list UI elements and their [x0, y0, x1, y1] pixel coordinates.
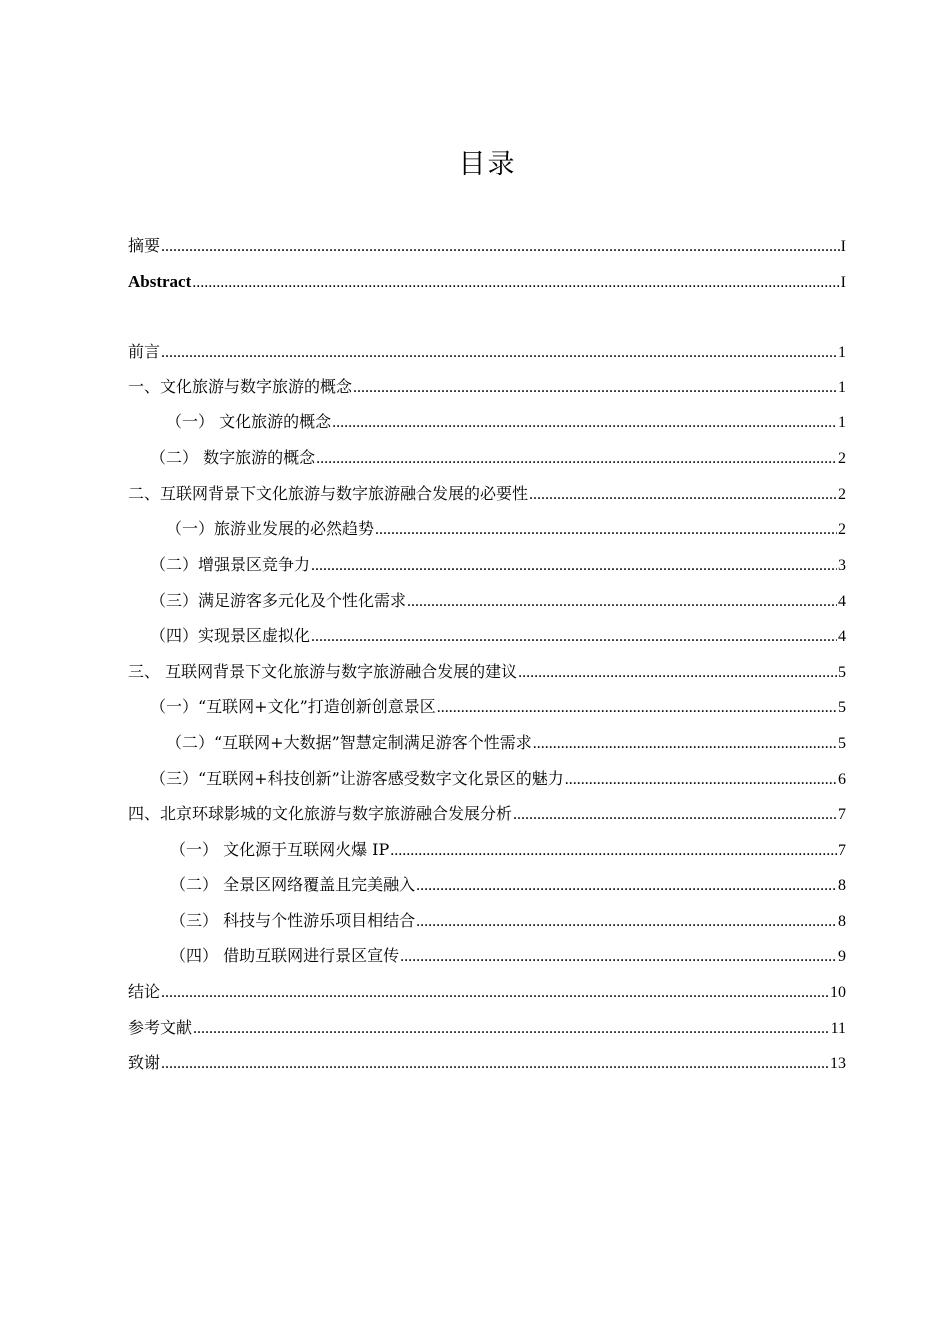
toc-leader: [193, 1017, 830, 1041]
toc-leader: [416, 910, 837, 934]
toc-entry-4-1[interactable]: [170, 838, 846, 862]
toc-page-number: 6: [838, 771, 846, 788]
toc-leader: [513, 803, 837, 827]
toc-leader: [529, 483, 837, 507]
toc-label: （一） 文化源于互联网火爆 IP: [170, 840, 390, 859]
toc-label: （二） 数字旅游的概念: [150, 448, 316, 467]
toc-entry-acknowledgements[interactable]: [128, 1051, 846, 1075]
toc-entry-abstract-cn[interactable]: [128, 234, 846, 258]
toc-entry-abstract-en[interactable]: [128, 270, 846, 294]
toc-label: 四、北京环球影城的文化旅游与数字旅游融合发展分析: [128, 804, 513, 823]
toc-entry-chapter-1[interactable]: [128, 375, 846, 399]
toc-leader: [332, 411, 837, 435]
toc-page-number: 8: [838, 877, 846, 894]
toc-entry-2-3[interactable]: [150, 589, 846, 613]
toc-entry-conclusion[interactable]: [128, 980, 846, 1004]
toc-entry-3-3[interactable]: [150, 767, 846, 791]
toc-entry-3-1[interactable]: [150, 695, 846, 719]
toc-leader: [375, 518, 837, 542]
toc-page-number: 11: [830, 1020, 846, 1037]
toc-leader: [400, 945, 837, 969]
toc-label: （二）“互联网+大数据”智慧定制满足游客个性需求: [166, 733, 532, 752]
toc-leader: [407, 590, 837, 614]
toc-entry-1-1[interactable]: [166, 410, 846, 434]
toc-entry-chapter-2[interactable]: [128, 482, 846, 506]
toc-page-number: I: [840, 274, 846, 291]
toc-label: （一） 文化旅游的概念: [166, 412, 332, 431]
toc-page-number: 7: [838, 842, 846, 859]
toc-label: Abstract: [128, 272, 192, 291]
toc-label: 三、 互联网背景下文化旅游与数字旅游融合发展的建议: [128, 662, 518, 681]
toc-entry-2-2[interactable]: [150, 553, 846, 577]
toc-entry-chapter-3[interactable]: [128, 660, 846, 684]
toc-leader: [161, 341, 837, 365]
toc-leader: [311, 554, 837, 578]
toc-leader: [161, 235, 840, 259]
toc-page-number: 1: [838, 344, 846, 361]
toc-page-number: 13: [830, 1055, 846, 1072]
toc-page-number: 7: [838, 806, 846, 823]
toc-label: 结论: [128, 982, 161, 1001]
toc-label: 致谢: [128, 1053, 161, 1072]
toc-entry-4-2[interactable]: [170, 873, 846, 897]
toc-entry-4-4[interactable]: [170, 944, 846, 968]
toc-label: 二、互联网背景下文化旅游与数字旅游融合发展的必要性: [128, 484, 529, 503]
toc-page-number: I: [840, 238, 846, 255]
toc-page-number: 5: [838, 699, 846, 716]
toc-page-number: 4: [838, 593, 846, 610]
toc-entry-references[interactable]: [128, 1016, 846, 1040]
toc-leader: [416, 874, 837, 898]
toc-entry-3-2[interactable]: [166, 731, 846, 755]
toc-leader: [533, 732, 837, 756]
toc-leader: [437, 696, 837, 720]
toc-label: （三）满足游客多元化及个性化需求: [150, 591, 407, 610]
toc-page-number: 5: [838, 735, 846, 752]
toc-page-number: 1: [838, 414, 846, 431]
toc-entry-1-2[interactable]: [150, 446, 846, 470]
toc-leader: [161, 981, 829, 1005]
toc-page-number: 2: [838, 521, 846, 538]
toc-leader: [518, 661, 837, 685]
toc-label: 一、文化旅游与数字旅游的概念: [128, 377, 353, 396]
toc-label: （一）旅游业发展的必然趋势: [166, 519, 375, 538]
toc-leader: [192, 271, 839, 295]
toc-page-number: 9: [838, 948, 846, 965]
toc-page-number: 5: [838, 664, 846, 681]
toc-leader: [161, 1052, 829, 1076]
toc-leader: [565, 768, 837, 792]
toc-label: （三） 科技与个性游乐项目相结合: [170, 911, 416, 930]
toc-label: 参考文献: [128, 1018, 193, 1037]
toc-page-number: 3: [838, 557, 846, 574]
toc-leader: [311, 625, 837, 649]
toc-page-number: 8: [838, 913, 846, 930]
toc-leader: [353, 376, 837, 400]
toc-entry-4-3[interactable]: [170, 909, 846, 933]
toc-label: 前言: [128, 342, 161, 361]
toc-label: （三）“互联网+科技创新”让游客感受数字文化景区的魅力: [150, 769, 564, 788]
toc-page-number: 2: [838, 450, 846, 467]
toc-page-number: 10: [830, 984, 846, 1001]
toc-entry-2-1[interactable]: [166, 517, 846, 541]
toc-page-number: 1: [838, 379, 846, 396]
toc-label: （四） 借助互联网进行景区宣传: [170, 946, 400, 965]
toc-label: （二）增强景区竞争力: [150, 555, 311, 574]
toc-leader: [316, 447, 837, 471]
toc-entry-preface[interactable]: [128, 340, 846, 364]
toc-label: 摘要: [128, 236, 161, 255]
toc-entry-chapter-4[interactable]: [128, 802, 846, 826]
page-title: 目录: [458, 149, 517, 180]
toc-label: （一）“互联网+文化”打造创新创意景区: [150, 697, 436, 716]
toc-label: （四）实现景区虚拟化: [150, 626, 311, 645]
toc-page-number: 4: [838, 628, 846, 645]
toc-leader: [390, 839, 837, 863]
toc-entry-2-4[interactable]: [150, 624, 846, 648]
toc-page-number: 2: [838, 486, 846, 503]
toc-label: （二） 全景区网络覆盖且完美融入: [170, 875, 416, 894]
